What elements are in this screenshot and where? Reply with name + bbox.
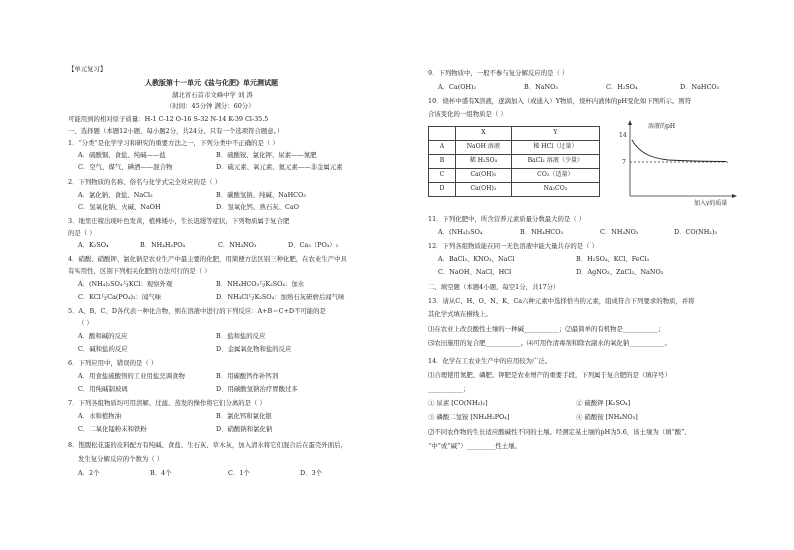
q2-option-a: A．氯化钠、食盐、NaCl₂	[78, 191, 153, 199]
q11-option-b: B．NH₄HCO₃	[520, 228, 564, 236]
table-cell: C	[429, 169, 456, 183]
table-cell: B	[429, 155, 456, 169]
atomic-mass-line: 可能用到的相对原子质量：H-1 C-12 O-16 S-32 N-14 K-39 Cl-35.5	[68, 115, 269, 123]
q2-option-b: B．碳酸氢钠、纯碱、NaHCO₃	[216, 191, 306, 199]
table-cell: D	[429, 183, 456, 197]
xy-table	[428, 126, 600, 197]
question-8: 8．饱腹松花蛋的皮料配方有纯碱、食盐、生石灰、草木灰，加入清水将它们混合后在蛋壳外面后，	[68, 441, 347, 449]
tick-7: 7	[622, 159, 626, 166]
q8-option-a: A．2个	[78, 469, 100, 477]
q8-option-c: C．1个	[228, 469, 250, 477]
table-cell: Ca(OH)₂	[456, 169, 512, 183]
q9-option-c: C．H₂SO₄	[606, 83, 638, 91]
table-cell: NaOH 溶液	[456, 141, 512, 155]
x-axis-arrow	[732, 194, 737, 198]
section-tag: 【单元复习】	[68, 65, 107, 73]
question-13-cont: 其化学式填在横线上。	[428, 310, 492, 318]
y-axis-arrow	[628, 120, 632, 125]
q3-option-b: B．NH₄H₂PO₄	[140, 241, 186, 249]
question-5: 5．A、B、C、D各代表一种化合物，则在溶液中进行的下列反应：A+B＝C+D不可能的是	[68, 307, 326, 315]
q4-option-c: C．KCl与Ca(PO₄)₂：闻气味	[78, 293, 162, 301]
question-8-cont: 发生复分解反应的个数为（ ）	[78, 455, 164, 463]
question-10-cont: 合该变化的一组物质是（ ）	[428, 110, 507, 118]
q9-option-b: B．NaNO₃	[524, 83, 558, 91]
q14-choice-4: ④ 硝酸铵 [NH₄NO₃]	[576, 413, 638, 421]
q7-option-d: D．硝酸钠和氯化钠	[216, 425, 273, 433]
q7-option-a: A．水和植物油	[78, 412, 121, 420]
table-header-cell: Y	[511, 127, 599, 141]
q1-option-d: D．硫元素、氧元素、氦元素——非金属元素	[216, 163, 343, 171]
q14-part-1: ⑴合理使用氮肥、磷肥、钾肥是农业增产的重要手段，下列属于复合肥的是（填序号）	[428, 371, 671, 379]
author-line: 湖北省石首市文峰中学 刘 涛	[172, 91, 253, 99]
page-title: 人教版第十一单元《盐与化肥》单元测试题	[145, 78, 278, 87]
question-4: 4．硝酸、硝酸钾、氯化钠是农业生产中最主要的化肥，用简便方法区别三种化肥，在农业生产中具	[68, 255, 347, 263]
table-header-cell: X	[456, 127, 512, 141]
q9-option-a: A．Ca(OH)₂	[438, 83, 477, 91]
ph-curve	[632, 140, 726, 162]
q3-option-a: A．K₂SO₄	[78, 241, 109, 249]
section-one-heading: 一、选择题（本题12小题，每小题2分，共24分。只有一个选项符合题意。）	[68, 127, 284, 135]
q14-part-1-blank: ___________；	[428, 385, 470, 393]
table-cell: 稀 HCl（过量）	[511, 141, 599, 155]
q4-option-a: A．(NH₄)₂SO₄与KCl：观察外观	[78, 280, 173, 288]
question-3: 3．地里庄稼出现叶色发黄，植株矮小，生长迟缓等症状，下列物质属于复合肥	[68, 217, 290, 225]
ph-graph	[618, 118, 738, 206]
table-row	[429, 141, 600, 155]
q5-option-a: A．酸和碱的反应	[78, 332, 128, 340]
q9-option-d: D．NaHCO₃	[680, 83, 720, 91]
q7-option-c: C．二氧化锰粉末和铁粉	[78, 425, 147, 433]
q14-part-2-cont: “中”或“碱”）_________性土壤。	[428, 442, 521, 450]
table-cell: Na₂CO₃	[511, 183, 599, 197]
q8-option-b: B．4个	[150, 469, 172, 477]
q1-option-a: A．硫酸铜、食盐、纯碱——盐	[78, 151, 166, 159]
time-score-line: （时间：45分钟 满分：60分）	[166, 102, 255, 110]
question-1: 1．“分类”是化学学习和研究的重要方法之一，下列分类中不正确的是（ ）	[68, 139, 279, 147]
q2-option-c: C．氢氧化钠、火碱、NaOH	[78, 203, 161, 211]
table-row	[429, 169, 600, 183]
question-9: 9．下列物质中，一般不参与复分解反应的是（ ）	[428, 69, 569, 77]
q1-option-c: C．空气、煤气、碘酒——混合物	[78, 163, 173, 171]
question-10: 10．烧杯中盛有X溶液，逐滴加入（或通入）Y物质，烧杯内液体的pH变化如下图所示。则符	[428, 97, 692, 105]
question-14: 14．化学在工农业生产中的应用较为广泛。	[428, 357, 552, 365]
table-header-cell	[429, 127, 456, 141]
q11-option-c: C．NH₄NO₃	[600, 228, 639, 236]
q13-blanks-2: ⑶农田施用的复合肥___________。⑷可用作清毒剂和除农副水的氧化钠___________。	[428, 339, 671, 347]
q14-choice-3: ③ 磷酸二氢铵 [NH₄H₂PO₄]	[428, 413, 510, 421]
q6-option-d: D．用碳酸氢钠治疗胃酸过多	[216, 385, 298, 393]
table-cell: A	[429, 141, 456, 155]
q12-option-d: D．AgNO₃、ZnCl₂、NaNO₃	[576, 268, 664, 276]
table-row	[429, 183, 600, 197]
q4-option-d: D．NH₄Cl与K₂SO₄：加熟石灰研磨后闻气味	[216, 293, 345, 301]
question-2: 2．下列物质的名称、俗名与化学式完全对应的是（ ）	[68, 178, 222, 186]
q12-option-b: B．H₂SO₄、KCl、FeCl₃	[576, 255, 650, 263]
q14-choice-2: ② 硫酸钾 [K₂SO₄]	[576, 399, 631, 407]
table-cell: BaCl₂ 溶液（少量）	[511, 155, 599, 169]
table-header-row	[429, 127, 600, 141]
q4-option-b: B．NH₄HCO₃与K₂SO₄：加水	[216, 280, 305, 288]
table-cell: 稀 H₂SO₄	[456, 155, 512, 169]
y-axis-label: 溶液的pH	[648, 123, 676, 130]
q14-choice-1: ① 尿素 [CO(NH₂)₂]	[428, 399, 488, 407]
question-12: 12．下列各组物质能在同一无色溶液中能大量共存的是（ ）	[428, 242, 598, 250]
question-4-cont: 有实用性，区别下列相关化肥的方法可行的是（ ）	[68, 267, 211, 275]
question-6: 6．下列应用中，错误的是（ ）	[68, 359, 158, 367]
q1-option-b: B．硫酸铵、氯化钾、尿素——氮肥	[216, 151, 317, 159]
question-11: 11．下列化肥中，所含营养元素质量分数最大的是（ ）	[428, 215, 586, 223]
q7-option-b: B．氯化钙和氯化银	[216, 412, 272, 420]
q6-option-c: C．用纯碱制玻璃	[78, 385, 128, 393]
q2-option-d: D．氢氧化钙、熟石灰、CaO	[216, 203, 299, 211]
q12-option-c: C．NaOH、NaCl、HCl	[438, 268, 512, 276]
question-3-cont: 的是（ ）	[68, 229, 96, 237]
q3-option-d: D．Ca₃（PO₄）₂	[288, 241, 339, 249]
q6-option-a: A．用食盐硫酸钡的工业用盐烹调食物	[78, 372, 185, 380]
q14-part-2: ⑵不同农作物的生长适应酸碱性不同的土壤。经测定某土壤的pH为5.6，该土壤为（填“酸”、	[428, 428, 691, 436]
x-axis-label: 加入y的质量	[694, 200, 728, 206]
question-7: 7．下列各组物质均可用溶解、过滤、蒸发的操作将它们分离的是（ ）	[68, 399, 266, 407]
tick-14: 14	[619, 132, 627, 139]
q3-option-c: C．NH₄NO₃	[218, 241, 257, 249]
table-row	[429, 155, 600, 169]
q6-option-b: B．用碳酸钙作补钙剂	[216, 372, 279, 380]
q8-option-d: D．3个	[300, 469, 322, 477]
q5-option-b: B．盐和盐的反应	[216, 332, 266, 340]
q5-option-c: C．碱和盐的反应	[78, 345, 128, 353]
question-13: 13．请从C、H、O、N、K、Ca六种元素中选择恰当的元素，组成符合下列要求的物质，并将	[428, 297, 695, 305]
question-5-cont: （ ）	[78, 319, 93, 327]
q11-option-a: A．(NH₄)₂SO₄	[438, 228, 483, 236]
q5-option-d: D．金属氧化物和盐的反应	[216, 345, 292, 353]
q11-option-d: D．CO(NH₂)₂	[674, 228, 717, 236]
q12-option-a: A．BaCl₂、KNO₃、NaCl	[438, 255, 515, 263]
table-cell: Ca(OH)₂	[456, 183, 512, 197]
table-cell: CO₂（适量）	[511, 169, 599, 183]
section-two-heading: 二、填空题（本题4小题，每空1分，共17分）	[428, 283, 560, 291]
q13-blanks-1: ⑴在农业上改良酸性土壤的一种碱___________；⑵最简单的有机物是___________；	[428, 325, 665, 333]
